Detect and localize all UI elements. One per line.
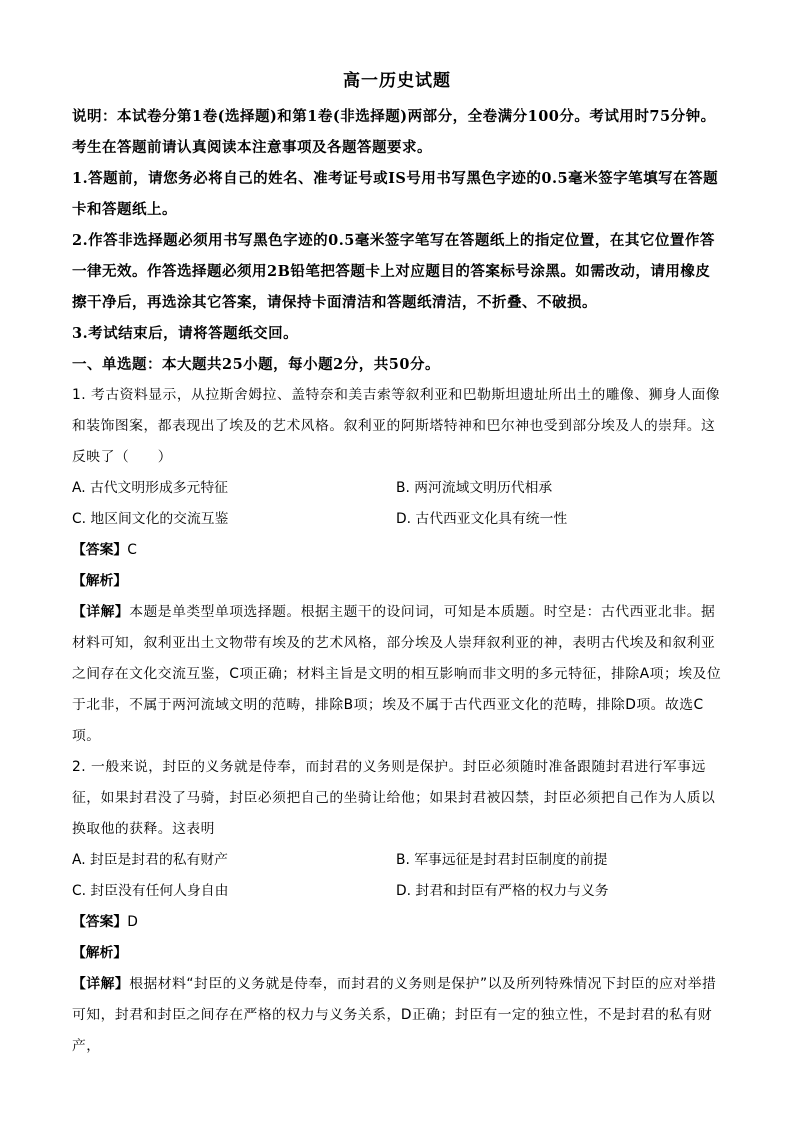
instructions-intro: 说明：本试卷分第1卷(选择题)和第1卷(非选择题)两部分，全卷满分100分。考试用时75分钟。考生在答题前请认真阅读本注意事项及各题答题要求。 xyxy=(72,108,716,156)
option-b: B. 军事远征是封君封臣制度的前提 xyxy=(396,852,608,868)
option-a: A. 封臣是封君的私有财产 xyxy=(72,852,228,868)
option-grid xyxy=(72,473,722,535)
answer-line xyxy=(72,907,722,938)
option-d: D. 古代西亚文化具有统一性 xyxy=(396,511,568,527)
option-c: C. 地区间文化的交流互鉴 xyxy=(72,511,229,527)
option-grid xyxy=(72,845,722,907)
detail-text: 根据材料“封臣的义务就是侍奉，而封君的义务则是保护”以及所列特殊情况下封臣的应对举措可知，封君和封臣之间存在严格的权力与义务关系，D正确；封臣有一定的独立性，不是封君的私有财产， xyxy=(72,976,717,1054)
answer-label: 【答案】 xyxy=(72,914,128,930)
instruction-item-2: 2.作答非选择题必须用书写黑色字迹的0.5毫米签字笔写在答题纸上的指定位置，在其它位置作答一律无效。作答选择题必须用2B铅笔把答题卡上对应题目的答案标号涂黑。如需改动，请用橡皮擦干净后，再选涂其它答案，请保持卡面清洁和答题纸清洁，不折叠、不破损。 xyxy=(72,232,715,311)
detail-paragraph xyxy=(72,597,722,752)
detail-label: 【详解】 xyxy=(72,604,130,620)
option-c: C. 封臣没有任何人身自由 xyxy=(72,883,229,899)
instruction-item-1: 1.答题前，请您务必将自己的姓名、准考证号或IS号用书写黑色字迹的0.5毫米签字笔填写在答题卡和答题纸上。 xyxy=(72,170,719,218)
question-stem: 2. 一般来说，封臣的义务就是侍奉，而封君的义务则是保护。封臣必须随时准备跟随封君进行军事远征，如果封君没了马骑，封臣必须把自己的坐骑让给他；如果封君被囚禁，封臣必须把自己作为人质以换取他的获释。这表明 xyxy=(72,759,716,837)
option-a: A. 古代文明形成多元特征 xyxy=(72,480,228,496)
page-title: 高一历史试题 xyxy=(343,71,451,91)
exam-page xyxy=(72,66,722,1062)
answer-value: C xyxy=(127,542,137,558)
detail-text: 本题是单类型单项选择题。根据主题干的设问词，可知是本质题。时空是：古代西亚北非。据材料可知，叙利亚出土文物带有埃及的艺术风格，部分埃及人崇拜叙利亚的神，表明古代埃及和叙利亚之间存在文化交流互鉴，C项正确；材料主旨是文明的相互影响而非文明的多元特征，排除A项；埃及位于北非，不属于两河流域文明的范畴，排除B项；埃及不属于古代西亚文化的范畴，排除D项。故选C项。 xyxy=(72,604,722,744)
answer-value: D xyxy=(127,914,138,930)
question-stem: 1. 考古资料显示，从拉斯舍姆拉、盖特奈和美吉索等叙利亚和巴勒斯坦遗址所出土的雕像、狮身人面像和装饰图案，都表现出了埃及的艺术风格。叙利亚的阿斯塔特神和巴尔神也受到部分埃及人的崇拜。这反映了（ ） xyxy=(72,387,721,465)
option-d: D. 封君和封臣有严格的权力与义务 xyxy=(396,883,609,899)
question-1 xyxy=(72,380,722,752)
analysis-label: 【解析】 xyxy=(72,573,128,589)
analysis-line xyxy=(72,938,722,969)
answer-line xyxy=(72,535,722,566)
detail-paragraph xyxy=(72,969,722,1062)
analysis-label: 【解析】 xyxy=(72,945,128,961)
section-header: 一、单选题：本大题共25小题，每小题2分，共50分。 xyxy=(72,356,440,373)
instruction-item-3: 3.考试结束后，请将答题纸交回。 xyxy=(72,325,299,342)
answer-label: 【答案】 xyxy=(72,542,128,558)
detail-label: 【详解】 xyxy=(72,976,130,992)
option-b: B. 两河流域文明历代相承 xyxy=(396,480,553,496)
question-2 xyxy=(72,752,722,1062)
analysis-line xyxy=(72,566,722,597)
